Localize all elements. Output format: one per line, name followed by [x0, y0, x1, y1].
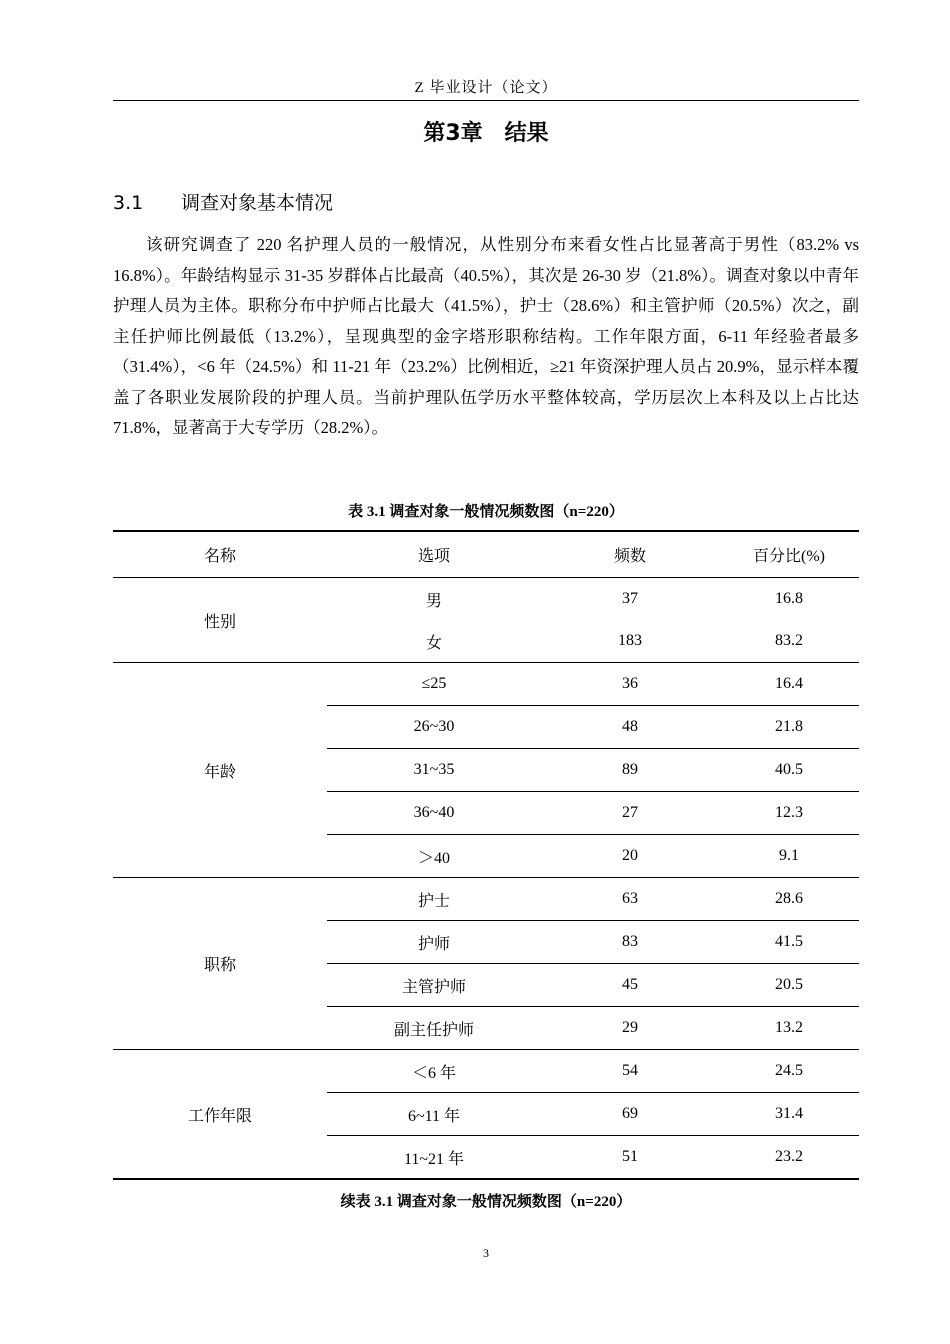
section-heading — [113, 188, 333, 215]
count-cell: 89 — [541, 749, 719, 792]
header-divider — [113, 100, 859, 101]
header-name: 名称 — [203, 548, 236, 565]
page-header-title: Z 毕业设计（论文） — [414, 80, 558, 96]
table-row — [113, 578, 859, 621]
count-cell: 27 — [541, 792, 719, 835]
table-caption: 表 3.1 调查对象一般情况频数图（n=220） — [348, 504, 624, 520]
option-cell: 6~11 年 — [327, 1093, 541, 1136]
option-cell: 女 — [425, 634, 442, 652]
option-cell: 11~21 年 — [327, 1136, 541, 1180]
percent-cell: 9.1 — [719, 835, 859, 878]
percent-cell: 21.8 — [719, 706, 859, 749]
option-cell: 护师 — [327, 921, 541, 964]
frequency-table — [113, 530, 859, 1180]
option-cell: 主管护师 — [327, 964, 541, 1007]
count-cell: 29 — [541, 1007, 719, 1050]
percent-cell: 31.4 — [719, 1093, 859, 1136]
percent-cell: 41.5 — [719, 921, 859, 964]
table-body — [113, 578, 859, 1180]
option-cell: ＜6 年 — [327, 1050, 541, 1093]
percent-cell: 13.2 — [719, 1007, 859, 1050]
option-cell: 36~40 — [327, 792, 541, 835]
chapter-heading — [113, 116, 859, 147]
percent-cell: 40.5 — [719, 749, 859, 792]
option-cell: 副主任护师 — [327, 1007, 541, 1050]
option-cell: ＞40 — [327, 835, 541, 878]
option-cell: ≤25 — [327, 663, 541, 706]
page-number: 3 — [483, 1246, 489, 1260]
count-cell: 51 — [541, 1136, 719, 1180]
group-name-cell: 年龄 — [113, 663, 327, 878]
section-number: 3.1 — [113, 192, 144, 214]
header-option: 选项 — [417, 548, 450, 565]
percent-cell: 16.4 — [719, 663, 859, 706]
table-row — [113, 663, 859, 706]
header-percent: 百分比(%) — [753, 548, 825, 565]
group-name-cell: 工作年限 — [113, 1050, 327, 1180]
count-cell: 48 — [541, 706, 719, 749]
percent-cell: 83.2 — [775, 632, 803, 649]
body-paragraph: 该研究调查了 220 名护理人员的一般情况，从性别分布来看女性占比显著高于男性（83.2% vs 16.8%）。年龄结构显示 31-35 岁群体占比最高（40.5%），其次是 26-30 岁（21.8%）。调查对象以中青年护理人员为主体。职称分布中护师占比最大（41.5%），护士（28.6%）和主管护师（20.5%）次之，副主任护师比例最低（13.2%），呈现典型的金字塔形职称结构。工作年限方面，6-11 年经验者最多（31.4%），<6 年（24.5%）和 11-21 年（23.2%）比例相近，≥21 年资深护理人员占 20.9%，显示样本覆盖了各职业发展阶段的护理人员。当前护理队伍学历水平整体较高，学历层次上本科及以上占比达 71.8%，显著高于大专学历（28.2%）。 — [113, 235, 859, 437]
count-cell: 83 — [541, 921, 719, 964]
count-cell: 36 — [541, 663, 719, 706]
percent-cell: 12.3 — [719, 792, 859, 835]
count-cell: 20 — [541, 835, 719, 878]
chapter-number: 第3章 — [423, 121, 483, 146]
table-row — [113, 878, 859, 921]
percent-cell: 24.5 — [719, 1050, 859, 1093]
count-cell: 69 — [541, 1093, 719, 1136]
option-cell: 26~30 — [327, 706, 541, 749]
count-cell: 37 — [622, 590, 638, 607]
section-title: 调查对象基本情况 — [181, 192, 334, 214]
option-cell: 男 — [425, 592, 442, 610]
table-header-row — [113, 531, 859, 578]
group-name-cell: 职称 — [113, 878, 327, 1050]
count-cell: 45 — [541, 964, 719, 1007]
table-row — [113, 1050, 859, 1093]
percent-cell: 28.6 — [719, 878, 859, 921]
percent-cell: 23.2 — [719, 1136, 859, 1180]
chapter-title: 结果 — [504, 121, 549, 146]
header-count: 频数 — [613, 548, 646, 565]
count-cell: 54 — [541, 1050, 719, 1093]
continued-table-caption: 续表 3.1 调查对象一般情况频数图（n=220） — [340, 1194, 632, 1210]
option-cell: 31~35 — [327, 749, 541, 792]
percent-cell: 20.5 — [719, 964, 859, 1007]
percent-cell: 16.8 — [775, 590, 803, 607]
count-cell: 183 — [618, 632, 642, 649]
option-cell: 护士 — [327, 878, 541, 921]
group-name-cell: 性别 — [203, 613, 236, 631]
count-cell: 63 — [541, 878, 719, 921]
